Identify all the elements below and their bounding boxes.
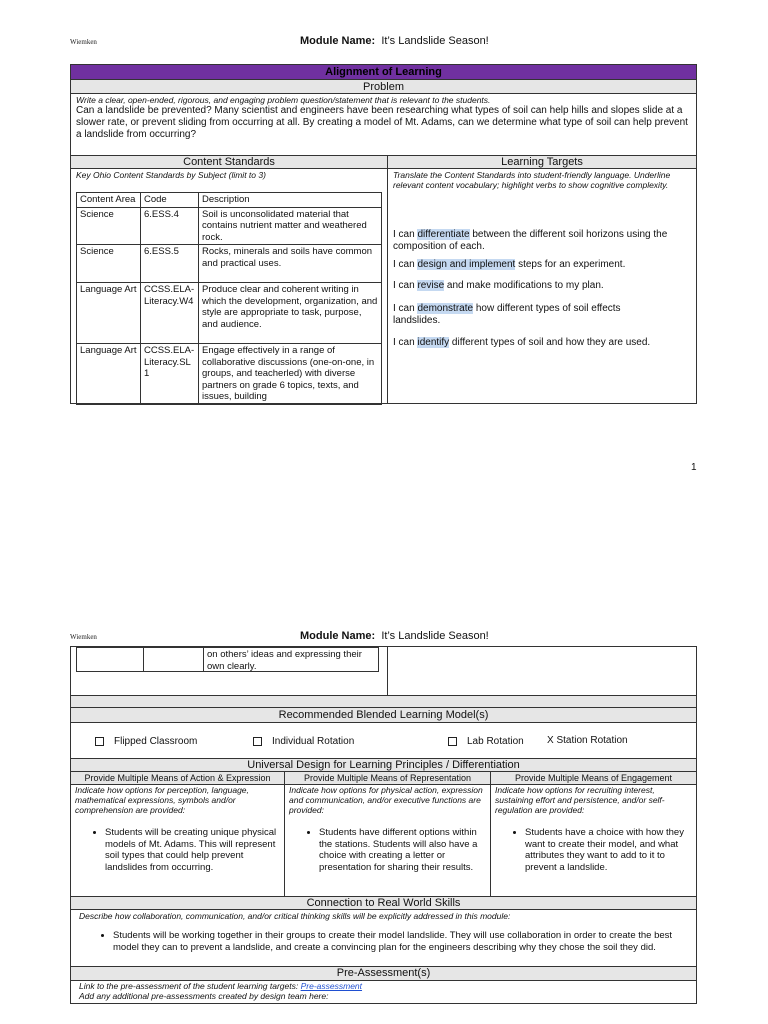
problem-instruction: Write a clear, open-ended, rigorous, and engaging problem question/statement that is relevant to the students.	[76, 95, 491, 105]
continued-code	[143, 647, 204, 672]
problem-text: Can a landslide be prevented? Many scientist and engineers have been researching what types of soil can help hills and slopes slide at a slower rate, or prevent sliding from occurring at all. By creating a model of Mt. Adams, can we determine what type of soil can help prevent a landslide from occurring?	[76, 105, 688, 140]
learning-targets-instruction: Translate the Content Standards into student-friendly language. Underline relevant content vocabulary; highlight verbs to show cognitive complexity.	[393, 170, 671, 190]
row-area: Science	[77, 245, 141, 283]
pre-assessment-title: Pre-Assessment(s)	[70, 966, 697, 981]
table-row	[77, 283, 382, 344]
author-name: Wiemken	[70, 633, 97, 641]
model-option: Flipped Classroom	[95, 736, 197, 748]
udl-header: Provide Multiple Means of Representation	[285, 772, 490, 785]
station-rotation: X Station Rotation	[547, 735, 628, 746]
real-world-instruction: Describe how collaboration, communication, and/or critical thinking skills will be explicitly addressed in this module:	[79, 911, 511, 921]
pre-assessment-link[interactable]: Pre-assessment	[300, 981, 363, 991]
udl-instruction: Indicate how options for perception, language, mathematical expressions, symbols and/or comprehension are provided:	[75, 785, 249, 815]
udl-column-action	[70, 771, 285, 897]
udl-instruction: Indicate how options for physical action, expression and communication, and/or executive functions are provided:	[289, 785, 483, 815]
header-code: Code	[141, 193, 199, 208]
udl-title: Universal Design for Learning Principles / Differentiation	[70, 758, 697, 772]
udl-bullet: • Students have different options within the stations. Students will also have a choice with creating a letter or presentation for sharing their results.	[319, 827, 482, 873]
learning-target: I can demonstrate how different types of soil effects landslides.	[393, 303, 621, 326]
content-standards-instruction: Key Ohio Content Standards by Subject (limit to 3)	[76, 170, 266, 180]
table-row	[77, 344, 382, 405]
module-label: Module Name:	[300, 630, 376, 642]
udl-column-engagement	[490, 771, 697, 897]
learning-target: I can differentiate between the different soil horizons using the composition of each.	[393, 229, 668, 252]
content-standards-title: Content Standards	[70, 155, 388, 169]
continued-desc: on others’ ideas and expressing their own clearly.	[203, 647, 379, 672]
row-area: Science	[77, 207, 141, 245]
row-desc: Engage effectively in a range of collaborative discussions (one-on-one, in groups, and teacherled) with diverse partners on grade 6 topics, texts, and issues, building	[199, 344, 382, 405]
target-verb: design and implement	[417, 259, 516, 270]
author-name: Wiemken	[70, 38, 97, 46]
learning-targets-title: Learning Targets	[387, 155, 697, 169]
row-area: Language Art	[77, 283, 141, 344]
target-verb: revise	[417, 280, 445, 291]
content-standards-cell	[70, 168, 388, 404]
udl-header: Provide Multiple Means of Engagement	[491, 772, 696, 785]
header-description: Description	[199, 193, 382, 208]
udl-header: Provide Multiple Means of Action & Expression	[71, 772, 284, 785]
module-name	[300, 35, 489, 47]
real-world-title: Connection to Real World Skills	[70, 896, 697, 910]
learning-target: I can revise and make modifications to my plan.	[393, 280, 604, 291]
row-area: Language Art	[77, 344, 141, 405]
learning-targets-cell	[387, 168, 697, 404]
row-desc: Soil is unconsolidated material that contains nutrient matter and weathered rock.	[199, 207, 382, 245]
module-name	[300, 630, 489, 642]
standards-table	[76, 192, 382, 405]
pre-assessment-add: Add any additional pre-assessments created by design team here:	[79, 991, 329, 1001]
pre-assessment-link-line: Link to the pre-assessment of the student learning targets: Pre-assessment	[79, 981, 363, 991]
blended-title: Recommended Blended Learning Model(s)	[70, 707, 697, 723]
udl-bullet: • Students have a choice with how they want to create their model, and what attributes they want to add to it to prevent a landslide.	[525, 827, 688, 873]
pre-assessment-box	[70, 980, 697, 1004]
learning-target: I can identify different types of soil and how they are used.	[393, 337, 651, 348]
udl-instruction: Indicate how options for recruiting interest, sustaining effort and persistence, and/or self-regulation are provided:	[495, 785, 665, 815]
row-desc: Rocks, minerals and soils have common and practical uses.	[199, 245, 382, 283]
header-content-area: Content Area	[77, 193, 141, 208]
continued-area	[76, 647, 144, 672]
row-code: 6.ESS.4	[141, 207, 199, 245]
problem-title: Problem	[70, 79, 697, 94]
continued-targets-cell	[387, 646, 697, 696]
module-value: It’s Landslide Season!	[381, 35, 489, 47]
udl-bullet: • Students will be creating unique physical models of Mt. Adams. This will represent soil types that could help prevent landslides from occurring.	[105, 827, 278, 873]
table-row	[77, 207, 382, 245]
udl-column-representation	[284, 771, 491, 897]
table-row	[77, 245, 382, 283]
real-world-box	[70, 909, 697, 967]
checkbox-icon[interactable]	[448, 737, 457, 746]
row-code: 6.ESS.5	[141, 245, 199, 283]
real-world-bullet: • Students will be working together in their groups to create their model landslide. They will use collaboration in order to create the best model they can to prevent a landslide, and create a convincing plan for the engineers describing why they chose the soil they did.	[113, 930, 688, 953]
learning-target: I can design and implement steps for an experiment.	[393, 259, 626, 270]
model-option: Individual Rotation	[253, 736, 354, 748]
row-code: CCSS.ELA-Literacy.W4	[141, 283, 199, 344]
target-verb: differentiate	[417, 229, 470, 240]
row-desc: Produce clear and coherent writing in which the development, organization, and style are appropriate to task, purpose, and audience.	[199, 283, 382, 344]
page-number: 1	[691, 462, 697, 473]
target-verb: identify	[417, 337, 450, 348]
target-verb: demonstrate	[417, 303, 474, 314]
model-option: Lab Rotation	[448, 736, 524, 748]
blended-models-row	[70, 722, 697, 759]
row-code: CCSS.ELA-Literacy.SL1	[141, 344, 199, 405]
continued-standards-cell	[70, 646, 388, 696]
module-label: Module Name:	[300, 35, 376, 47]
alignment-title: Alignment of Learning	[70, 64, 697, 80]
checkbox-icon[interactable]	[95, 737, 104, 746]
module-value: It’s Landslide Season!	[381, 630, 489, 642]
checkbox-icon[interactable]	[253, 737, 262, 746]
problem-box	[70, 93, 697, 156]
